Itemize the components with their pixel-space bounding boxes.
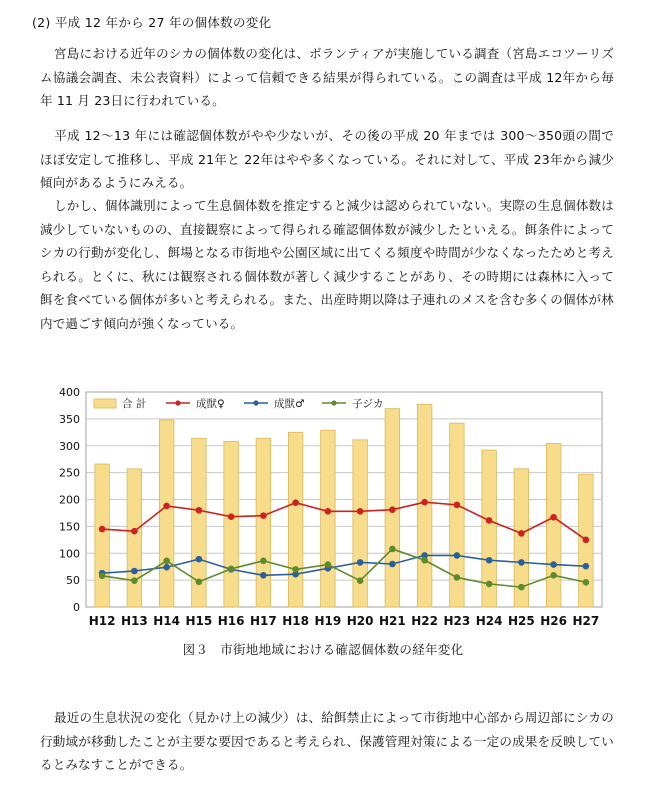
bar-total xyxy=(224,441,239,607)
x-tick-label: H19 xyxy=(314,614,342,628)
series-point xyxy=(422,499,428,505)
bar-total xyxy=(546,444,561,607)
series-point xyxy=(261,572,267,578)
paragraph-2 xyxy=(40,124,614,195)
y-tick-label: 100 xyxy=(59,547,80,561)
series-point xyxy=(486,557,492,563)
legend-marker xyxy=(175,400,180,405)
paragraph-2-text: 平成 12～13 年には確認個体数がやや少ないが、その後の平成 20 年までは 300～350頭の間でほぼ安定して推移し、平成 21年と 22年はやや多くなっている。それに対して、平成 23年から減少傾向があるようにみえる。 xyxy=(40,128,614,190)
series-point xyxy=(164,503,170,509)
figure-title: 市街地地域における確認個体数の経年変化 xyxy=(220,642,464,657)
legend-label: 成獣♂ xyxy=(274,398,305,410)
bar-total xyxy=(321,430,336,607)
x-tick-label: H13 xyxy=(121,614,148,628)
chart-svg xyxy=(52,380,612,630)
x-tick-label: H15 xyxy=(185,614,213,628)
x-tick-label: H12 xyxy=(88,614,116,628)
x-tick-label: H26 xyxy=(540,614,567,628)
bar-total xyxy=(127,469,142,607)
series-point xyxy=(293,500,299,506)
x-tick-label: H21 xyxy=(379,614,406,628)
series-point xyxy=(99,526,105,532)
series-point xyxy=(422,557,428,563)
series-point xyxy=(583,537,589,543)
series-point xyxy=(99,573,105,579)
y-tick-label: 300 xyxy=(59,439,80,453)
x-tick-label: H23 xyxy=(443,614,471,628)
series-point xyxy=(293,567,299,573)
y-tick-label: 400 xyxy=(59,386,80,399)
series-point xyxy=(583,579,589,585)
series-point xyxy=(454,575,460,581)
series-point xyxy=(164,564,170,570)
x-tick-label: H25 xyxy=(508,614,535,628)
legend-label: 合 計 xyxy=(122,398,147,410)
y-tick-label: 250 xyxy=(59,466,80,480)
series-point xyxy=(357,560,363,566)
series-point xyxy=(325,562,331,568)
legend-marker xyxy=(331,400,336,405)
bar-total xyxy=(417,404,432,607)
series-point xyxy=(357,509,363,515)
series-point xyxy=(390,561,396,567)
series-point xyxy=(519,560,525,566)
series-point xyxy=(390,507,396,513)
series-point xyxy=(519,584,525,590)
bar-total xyxy=(288,432,303,607)
legend-label: 子ジカ xyxy=(352,398,384,410)
series-point xyxy=(196,556,202,562)
x-tick-label: H17 xyxy=(250,614,277,628)
bar-total xyxy=(95,464,110,607)
x-tick-label: H18 xyxy=(282,614,309,628)
series-point xyxy=(228,566,234,572)
series-point xyxy=(390,546,396,552)
y-tick-label: 350 xyxy=(59,412,80,426)
population-chart xyxy=(52,380,612,630)
series-point xyxy=(551,514,557,520)
series-point xyxy=(454,553,460,559)
x-tick-label: H14 xyxy=(153,614,180,628)
paragraph-4 xyxy=(40,706,614,777)
series-point xyxy=(325,509,331,515)
series-point xyxy=(196,579,202,585)
y-tick-label: 150 xyxy=(59,520,80,534)
x-tick-label: H22 xyxy=(411,614,438,628)
series-point xyxy=(486,518,492,524)
figure-number: 図３ xyxy=(182,642,209,657)
legend-marker xyxy=(253,400,258,405)
paragraph-4-text: 最近の生息状況の変化（見かけ上の減少）は、給餌禁止によって市街地中心部から周辺部にシカの行動域が移動したことが主要な要因であると考えられ、保護管理対策による一定の成果を反映しているとみなすことができる。 xyxy=(40,710,614,772)
series-point xyxy=(357,578,363,584)
y-tick-label: 0 xyxy=(73,601,80,614)
x-tick-label: H16 xyxy=(217,614,245,628)
series-point xyxy=(196,507,202,513)
figure-caption xyxy=(0,640,658,658)
legend-swatch xyxy=(94,399,116,408)
series-point xyxy=(261,558,267,564)
series-point xyxy=(551,562,557,568)
series-point xyxy=(261,513,267,519)
series-point xyxy=(519,531,525,537)
x-tick-label: H27 xyxy=(572,614,600,628)
series-point xyxy=(228,514,234,520)
y-tick-label: 50 xyxy=(66,574,80,588)
series-point xyxy=(132,528,138,534)
y-tick-label: 200 xyxy=(59,493,80,507)
paragraph-1-text: 宮島における近年のシカの個体数の変化は、ボランティアが実施している調査（宮島エコツーリズム協議会調査、未公表資料）によって信頼できる結果が得られている。この調査は平成 12年から毎年 11 月 23日に行われている。 xyxy=(40,46,614,108)
x-tick-label: H24 xyxy=(475,614,503,628)
series-point xyxy=(132,578,138,584)
paragraph-3 xyxy=(40,194,614,335)
series-point xyxy=(551,572,557,578)
legend-label: 成獣♀ xyxy=(196,398,225,410)
x-tick-label: H20 xyxy=(346,614,374,628)
section-heading: (2) 平成 12 年から 27 年の個体数の変化 xyxy=(32,15,272,30)
series-point xyxy=(486,581,492,587)
series-point xyxy=(454,502,460,508)
bar-total xyxy=(256,438,271,607)
paragraph-3-text: しかし、個体識別によって生息個体数を推定すると減少は認められていない。実際の生息個体数は減少していないものの、直接観察によって得られる確認個体数が減少したといえる。餌条件によってシカの行動が変化し、餌場となる市街地や公園区域に出てくる頻度や時間が少なくなったためと考えられる。とくに、秋には観察される個体数が著しく減少することがあり、その時期には森林に入って餌を食べている個体が多いと考えられる。また、出産時期以降は子連れのメスを含む多くの個体が林内で過ごす傾向が強くなっている。 xyxy=(40,198,614,331)
bar-total xyxy=(159,420,174,607)
series-point xyxy=(164,558,170,564)
series-point xyxy=(132,568,138,574)
paragraph-1 xyxy=(40,42,614,113)
series-point xyxy=(583,563,589,569)
